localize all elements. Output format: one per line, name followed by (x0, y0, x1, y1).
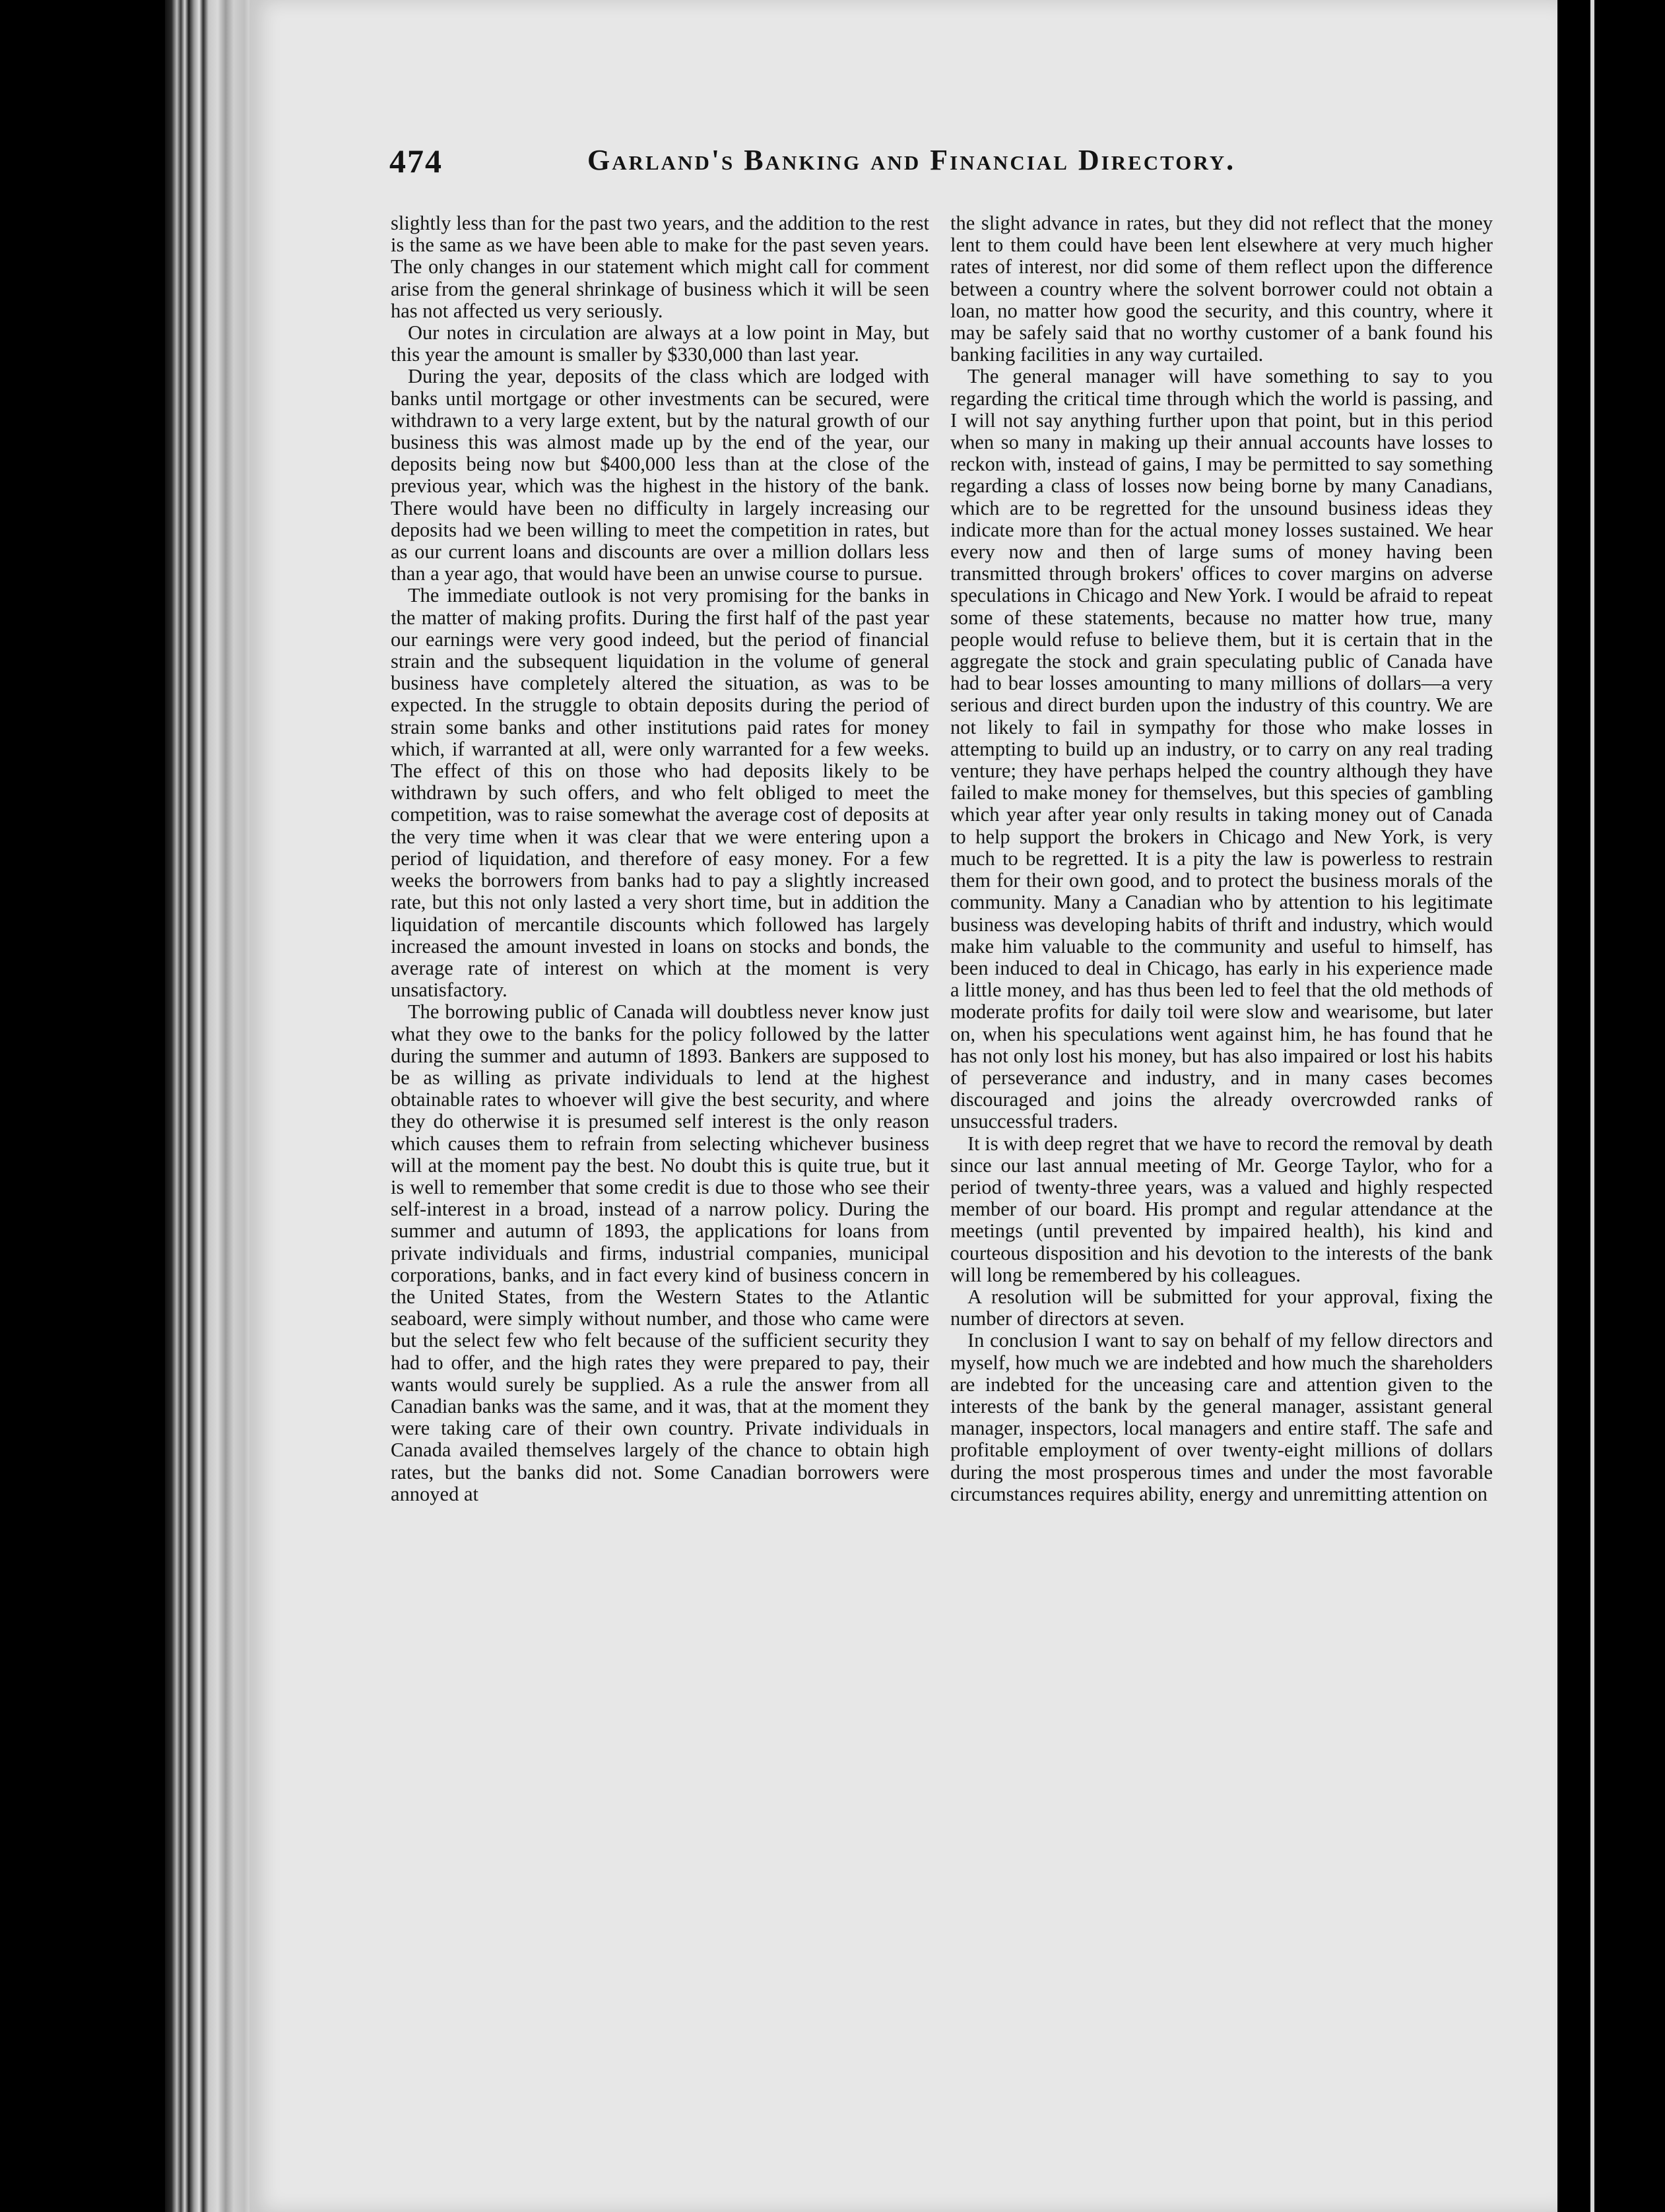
page-number: 474 (389, 143, 443, 179)
paragraph: The immediate outlook is not very promising for the banks in the matter of making profits. During the first half of the past year our earnings were very good indeed, but the period of financial strain and the subsequent liquidation in the volume of general business have completely altered the situation, as was to be expected. In the struggle to obtain deposits during the period of strain some banks and other institutions paid rates for money which, if warranted at all, were only warranted for a few weeks. The effect of this on those who had deposits likely to be withdrawn by such offers, and who felt obliged to meet the competition, was to raise somewhat the average cost of deposits at the very time when it was clear that we were entering upon a period of liquidation, and therefore of easy money. For a few weeks the borrowers from banks had to pay a slightly increased rate, but this not only lasted a very short time, but in addition the liquidation of mercantile discounts which followed has largely increased the amount invested in loans on stocks and bonds, the average rate of interest on which at the moment is very unsatisfactory. (391, 584, 929, 1002)
book-page-edges (165, 0, 251, 2212)
paragraph: The general manager will have something to say to you regarding the critical time through which the world is passing, and I will not say anything further upon that point, but in this period when so many in making up their annual accounts have losses to reckon with, instead of gains, I may be permitted to say something regarding a class of losses now being borne by many Canadians, which are to be regretted for the unsound business ideas they indicate more than for the actual money losses sustained. We hear every now and then of large sums of money having been transmitted through brokers' offices to cover margins on adverse speculations in Chicago and New York. I would be afraid to repeat some of these statements, because no matter how true, many people would refuse to believe them, but it is certain that in the aggregate the stock and grain speculating public of Canada have had to bear losses amounting to many millions of dollars—a very serious and direct burden upon the industry of this country. We are not likely to fail in sympathy for those who make losses in attempting to build up an industry, or to carry on any real trading venture; they have perhaps helped the country although they have failed to make money for themselves, but this species of gambling which year after year only results in taking money out of Canada to help support the brokers in Chicago and New York, is very much to be regretted. It is a pity the law is powerless to restrain them for their own good, and to protect the business morals of the community. Many a Canadian who by attention to his legitimate business was developing habits of thrift and industry, which would make him valuable to the community and useful to himself, has been induced to deal in Chicago, has early in his experience made a little money, and has thus been led to feel that the old methods of moderate profits for daily toil were slow and wearisome, but later on, when his speculations went against him, he has found that he has not only lost his money, but has also impaired or lost his habits of perseverance and industry, and in many cases becomes discouraged and joins the already overcrowded ranks of unsuccessful traders. (950, 365, 1493, 1133)
paragraph: The borrowing public of Canada will doubtless never know just what they owe to the banks for the policy followed by the latter during the summer and autumn of 1893. Bankers are supposed to be as willing as private individuals to lend at the highest obtainable rates to whoever will give the best security, and where they do otherwise it is presumed self interest is the only reason which causes them to refrain from selecting whichever business will at the moment pay the best. No doubt this is quite true, but it is well to remember that some credit is due to those who see their self-interest in a broad, instead of a narrow policy. During the summer and autumn of 1893, the applications for loans from private individuals and firms, industrial companies, municipal corporations, banks, and in fact every kind of business concern in the United States, from the Western States to the Atlantic seaboard, were simply without number, and those who came were but the select few who felt because of the sufficient security they had to offer, and the high rates they were prepared to pay, their wants would surely be supplied. As a rule the answer from all Canadian banks was the same, and it was, that at the moment they were taking care of their own country. Private individuals in Canada availed themselves largely of the chance to obtain high rates, but the banks did not. Some Canadian borrowers were annoyed at (391, 1000, 929, 1505)
paragraph: In conclusion I want to say on behalf of my fellow directors and myself, how much we are indebted and how much the shareholders are indebted for the unceasing care and attention given to the interests of the bank by the general manager, assistant general manager, inspectors, local managers and entire staff. The safe and profitable employment of over twenty-eight millions of dollars during the most prosperous times and under the most favorable circumstances requires ability, energy and unremitting attention on (950, 1329, 1493, 1505)
paragraph: the slight advance in rates, but they did not reflect that the money lent to them could have been lent elsewhere at very much higher rates of interest, nor did some of them reflect upon the difference between a country where the solvent borrower could not obtain a loan, no matter how good the security, and this country, where it may be safely said that no worthy customer of a bank found his banking facilities in any way curtailed. (950, 212, 1493, 366)
page-right-edge (1590, 0, 1594, 2212)
paragraph: It is with deep regret that we have to record the removal by death since our last annual meeting of Mr. George Taylor, who for a period of twenty-three years, was a valued and highly respected member of our board. His prompt and regular attendance at the meetings (until prevented by impaired health), his kind and courteous disposition and his devotion to the interests of the bank will long be remembered by his colleagues. (950, 1132, 1493, 1286)
paragraph: Our notes in circulation are always at a low point in May, but this year the amount is smaller by $330,000 than last year. (391, 321, 929, 366)
right-column (950, 212, 1493, 1505)
running-head: Garland's Banking and Financial Directory. (587, 144, 1236, 176)
paragraph: During the year, deposits of the class which are lodged with banks until mortgage or other investments can be secured, were withdrawn to a very large extent, but by the natural growth of our business this was almost made up by the end of the year, our deposits being now but $400,000 less than at the close of the previous year, which was the highest in the history of the bank. There would have been no difficulty in largely increasing our deposits had we been willing to meet the competition in rates, but as our current loans and discounts are over a million dollars less than a year ago, that would have been an unwise course to pursue. (391, 365, 929, 585)
page-header (389, 142, 1498, 188)
paragraph: A resolution will be submitted for your approval, fixing the number of directors at seven. (950, 1285, 1493, 1330)
paragraph: slightly less than for the past two years, and the addition to the rest is the same as we have been able to make for the past seven years. The only changes in our statement which might call for comment arise from the general shrinkage of business which it will be seen has not affected us very seriously. (391, 212, 929, 322)
left-column (391, 212, 929, 1505)
